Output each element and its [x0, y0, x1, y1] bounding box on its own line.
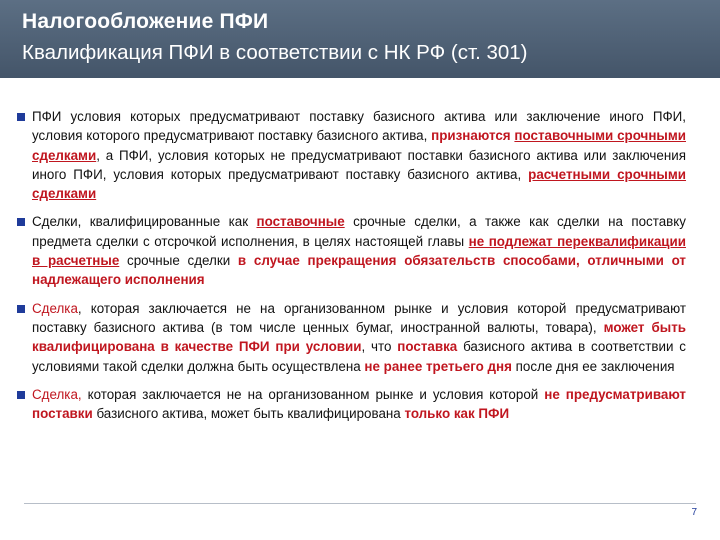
body-text: ПФИ условия которых предусматривают поставку базисного актива или заключение иного ПФИ, условия которого предусматривают поставку базисного актива, — [32, 109, 686, 144]
bullet-list — [16, 107, 686, 432]
highlighted-text: может быть квалифицирована в качестве ПФИ при условии — [32, 319, 686, 355]
slide-title: Налогообложение ПФИ — [22, 10, 269, 33]
bullet-item — [16, 385, 686, 424]
square-bullet-icon — [17, 218, 25, 226]
bullet-item — [16, 107, 686, 203]
square-bullet-icon — [17, 113, 25, 121]
highlighted-text: Сделка — [32, 300, 78, 316]
highlighted-text: поставочными срочными сделками — [32, 128, 686, 163]
footer-divider — [24, 503, 696, 504]
slide-subtitle: Квалификация ПФИ в соответствии с НК РФ (ст. 301) — [22, 41, 528, 64]
highlighted-text: Сделка, — [32, 386, 82, 402]
highlighted-text: не ранее третьего дня — [364, 358, 512, 374]
body-text: , что — [361, 339, 398, 355]
page-number: 7 — [691, 507, 697, 518]
highlighted-text: поставочные — [256, 214, 345, 230]
highlighted-text: признаются — [431, 128, 511, 144]
highlighted-text: в случае прекращения обязательств способами, отличными от надлежащего исполнения — [32, 253, 686, 288]
highlighted-text: только как ПФИ — [404, 406, 510, 422]
highlighted-text: поставка — [397, 339, 458, 355]
slide-header — [0, 0, 720, 78]
body-text: базисного актива, может быть квалифицирована — [92, 406, 405, 422]
highlighted-text: расчетными срочными сделками — [32, 166, 687, 202]
body-text: , которая заключается не на организованном рынке и условия которой предусматривают поставку базисного актива (в том числе ценных бумаг, иностранной валюты, товара), — [32, 300, 686, 335]
body-text: которая заключается не на организованном рынке и условия которой — [81, 386, 545, 402]
bullet-item — [16, 212, 686, 289]
highlighted-text: не предусматривают поставки — [32, 386, 686, 422]
body-text: Сделки, квалифицированные как — [32, 214, 257, 230]
body-text: срочные сделки, а также как сделки на поставку предмета сделки с отсрочкой исполнения, в целях настоящей главы — [32, 214, 686, 249]
square-bullet-icon — [17, 305, 25, 313]
square-bullet-icon — [17, 391, 25, 399]
body-text: базисного актива в соответствии с условиями такой сделки должна быть осуществлена — [32, 339, 686, 374]
body-text: срочные сделки — [119, 253, 238, 269]
body-text: , а ПФИ, условия которых не предусматривают поставки базисного актива или заключения иного ПФИ, условия которых предусматривают поставку базисного актива, — [32, 147, 686, 182]
bullet-item — [16, 299, 686, 376]
body-text: после дня ее заключения — [511, 358, 675, 374]
highlighted-text: не подлежат переквалификации в расчетные — [32, 233, 686, 269]
